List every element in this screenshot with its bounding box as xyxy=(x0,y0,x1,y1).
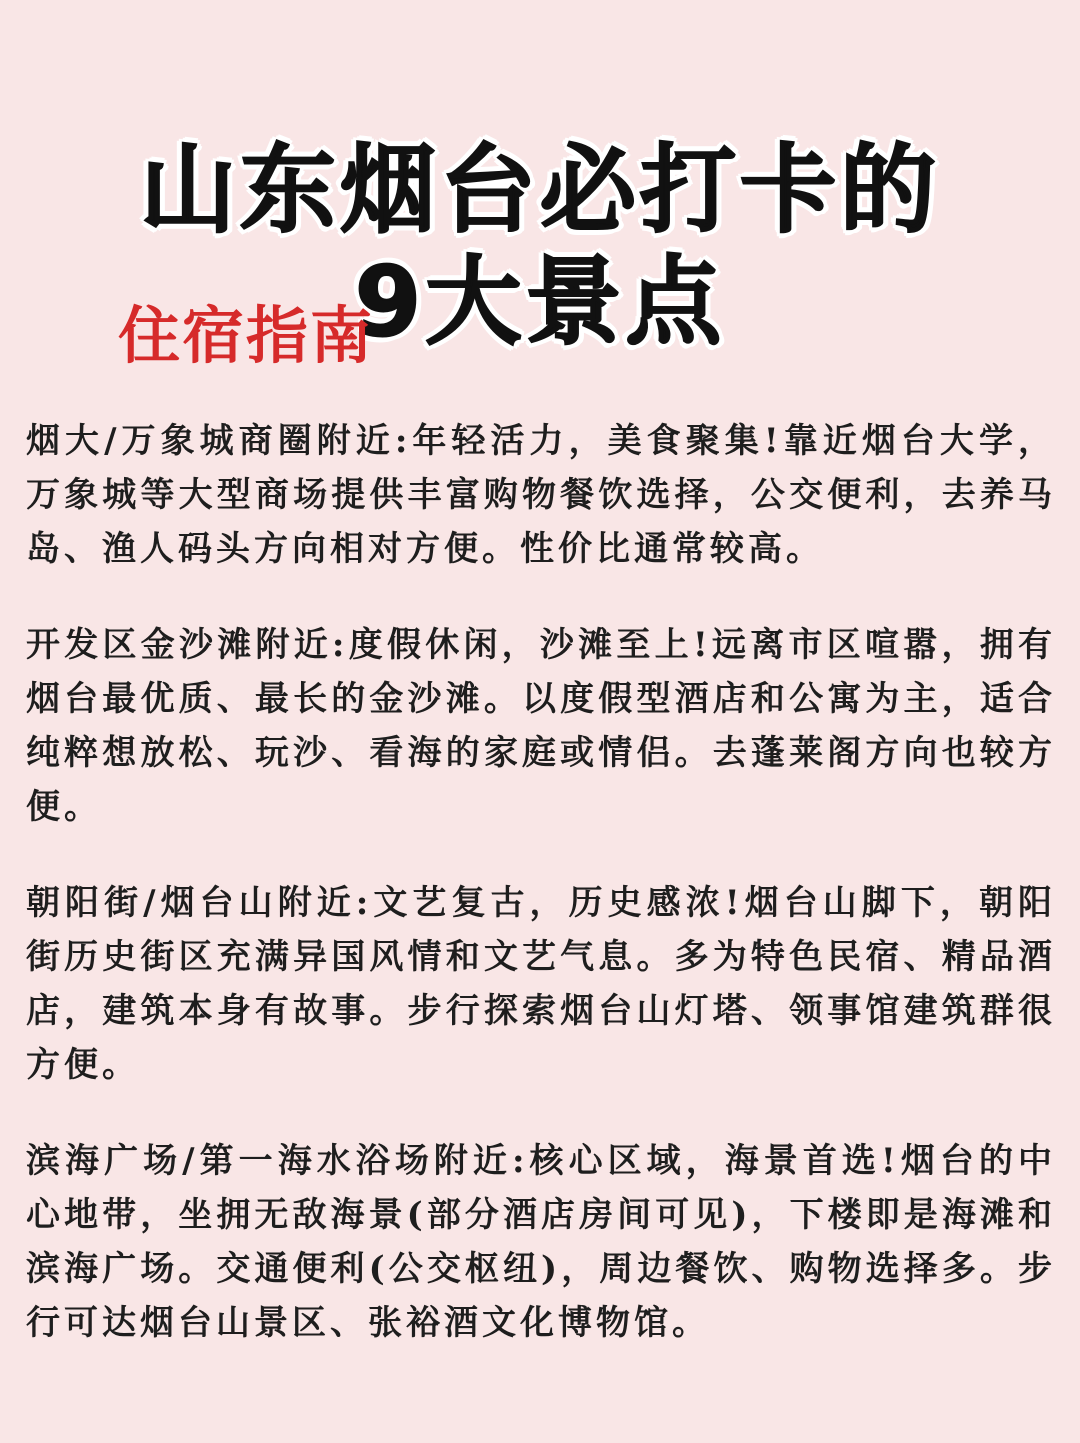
title-line-1: 山东烟台必打卡的 xyxy=(140,134,940,247)
section-heading: 住宿指南 xyxy=(118,299,375,372)
paragraph-yantai-university: 烟大/万象城商圈附近:年轻活力，美食聚集!靠近烟台大学，万象城等大型商场提供丰富购物餐饮选择，公交便利，去养马岛、渔人码头方向相对方便。性价比通常较高。 xyxy=(26,421,1056,569)
title-line-2: 9大景点 xyxy=(354,246,726,359)
paragraph-golden-beach: 开发区金沙滩附近:度假休闲，沙滩至上!远离市区喧嚣，拥有烟台最优质、最长的金沙滩。以度假型酒店和公寓为主，适合纯粹想放松、玩沙、看海的家庭或情侣。去蓬莱阁方向也较方便。 xyxy=(26,625,1056,827)
paragraph-chaoyang-street: 朝阳街/烟台山附近:文艺复古，历史感浓!烟台山脚下，朝阳街历史街区充满异国风情和文艺气息。多为特色民宿、精品酒店，建筑本身有故事。步行探索烟台山灯塔、领事馆建筑群很方便。 xyxy=(26,883,1056,1085)
article-body xyxy=(26,414,1056,1392)
paragraph-binhai-square: 滨海广场/第一海水浴场附近:核心区域，海景首选!烟台的中心地带，坐拥无敌海景(部分酒店房间可见)，下楼即是海滩和滨海广场。交通便利(公交枢纽)，周边餐饮、购物选择多。步行可达烟台山景区、张裕酒文化博物馆。 xyxy=(26,1141,1056,1343)
